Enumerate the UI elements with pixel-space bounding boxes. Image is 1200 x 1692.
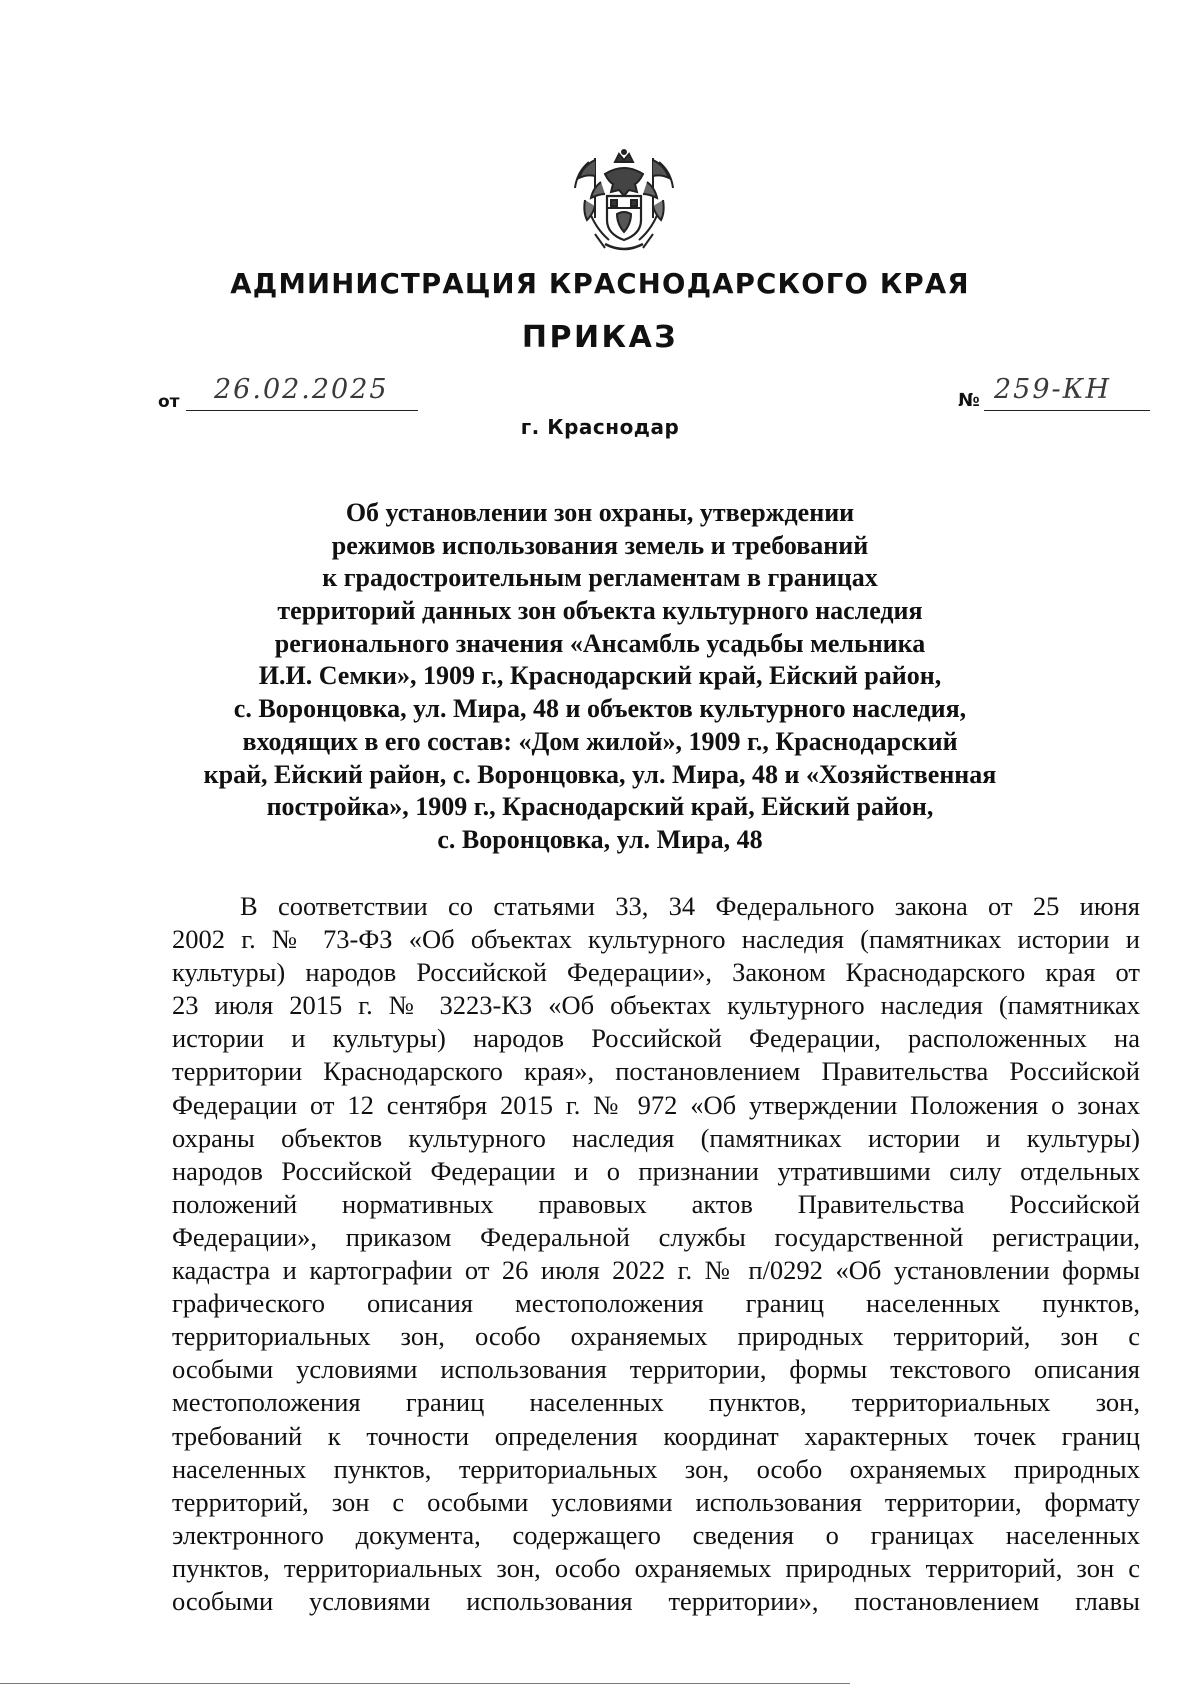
body-line: В соответствии со статьями 33, 34 Федерального закона от 25 июня [240, 891, 1140, 921]
body-line: культуры) народов Российской Федерации», Законом Краснодарского края от [172, 957, 1140, 988]
body-line: территориальных зон, особо охраняемых природных территорий, зон с [172, 1321, 1140, 1352]
body-line: Федерации от 12 сентября 2015 г. № 972 «Об утверждении Положения о зонах [172, 1089, 1140, 1120]
body-line: территории Краснодарского края», постановлением Правительства Российской [172, 1056, 1140, 1087]
body-line: пунктов, территориальных зон, особо охраняемых природных территорий, зон с [172, 1552, 1140, 1583]
body-line: 23 июля 2015 г. № 3223-КЗ «Об объектах культурного наследия (памятниках [172, 990, 1140, 1021]
body-line: территорий, зон с особыми условиями использования территории, формату [172, 1486, 1140, 1517]
body-line: особыми условиями использования территории, формы текстового описания [172, 1354, 1140, 1385]
subject-line: регионального значения «Ансамбль усадьбы мельника [274, 628, 926, 658]
body-line: местоположения границ населенных пунктов, территориальных зон, [172, 1387, 1140, 1418]
document-subject [180, 497, 1020, 857]
body-line: электронного документа, содержащего сведения о границах населенных [172, 1519, 1140, 1550]
body-line: населенных пунктов, территориальных зон, особо охраняемых природных [172, 1453, 1140, 1484]
body-line: графического описания местоположения границ населенных пунктов, [172, 1288, 1140, 1319]
document-type: ПРИКАЗ [521, 320, 679, 355]
subject-line: территорий данных зон объекта культурного наследия [277, 596, 923, 626]
footer-rule [0, 1683, 850, 1684]
subject-line: с. Воронцовка, ул. Мира, 48 [437, 824, 763, 854]
number-value: 259-КН [994, 374, 1112, 405]
body-line: 2002 г. № 73-ФЗ «Об объектах культурного наследия (памятниках истории и [172, 924, 1140, 955]
subject-line: с. Воронцовка, ул. Мира, 48 и объектов культурного наследия, [233, 694, 967, 724]
date-value: 26.02.2025 [214, 374, 389, 405]
subject-line: к градостроительным регламентам в границах [322, 563, 878, 593]
body-line: Федерации», приказом Федеральной службы государственной регистрации, [172, 1221, 1140, 1252]
subject-line: постройка», 1909 г., Краснодарский край, Ейский район, [266, 792, 934, 822]
coat-of-arms-icon [565, 148, 683, 258]
body-line: народов Российской Федерации и о признании утратившими силу отдельных [172, 1155, 1140, 1186]
number-label: № [958, 390, 980, 411]
city-name: г. Краснодар [520, 415, 680, 439]
body-line: кадастра и картографии от 26 июля 2022 г. № п/0292 «Об установлении формы [172, 1255, 1140, 1286]
subject-line: режимов использования земель и требований [331, 530, 869, 560]
body-line: положений нормативных правовых актов Правительства Российской [172, 1188, 1140, 1219]
body-paragraph [172, 890, 1140, 1618]
subject-line: входящих в его состав: «Дом жилой», 1909 г., Краснодарский [242, 726, 958, 756]
date-label: от [158, 392, 180, 412]
organization-name: АДМИНИСТРАЦИЯ КРАСНОДАРСКОГО КРАЯ [230, 268, 970, 300]
body-line: охраны объектов культурного наследия (памятниках истории и культуры) [172, 1122, 1140, 1153]
body-line: требований к точности определения координат характерных точек границ [172, 1420, 1140, 1451]
subject-line: край, Ейский район, с. Воронцовка, ул. Мира, 48 и «Хозяйственная [203, 759, 997, 789]
body-line: особыми условиями использования территории», постановлением главы [172, 1585, 1140, 1616]
subject-line: Об установлении зон охраны, утверждении [345, 498, 855, 527]
body-line: истории и культуры) народов Российской Федерации, расположенных на [172, 1023, 1140, 1054]
subject-line: И.И. Семки», 1909 г., Краснодарский край, Ейский район, [258, 661, 942, 691]
